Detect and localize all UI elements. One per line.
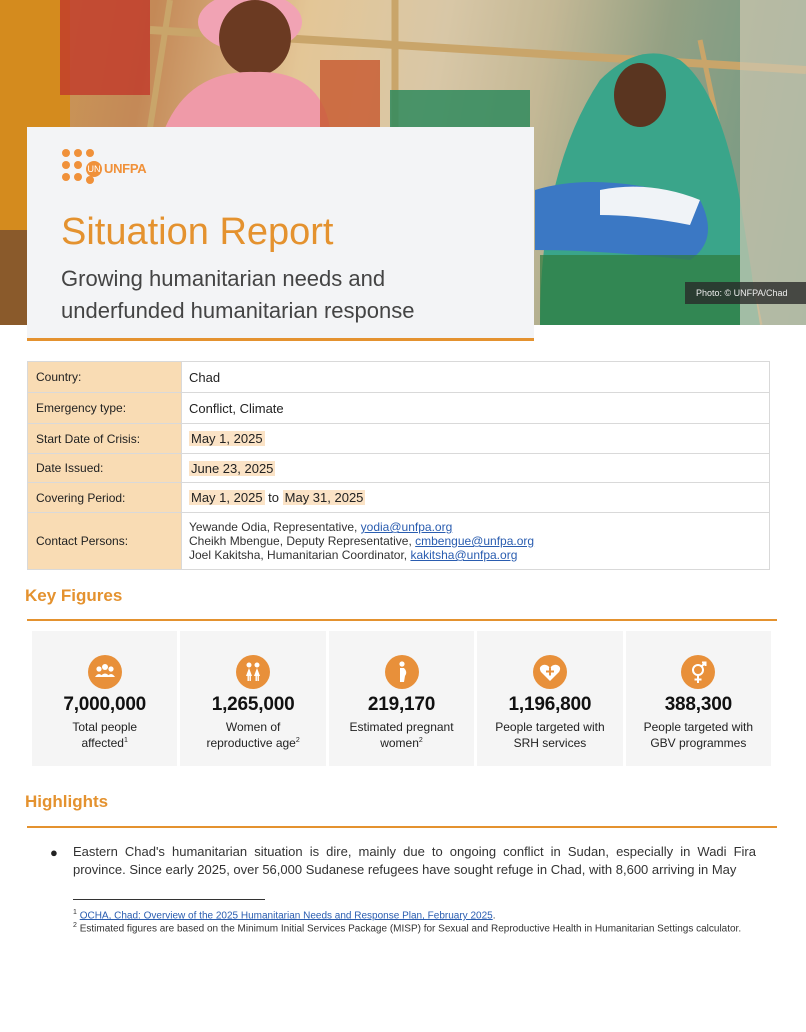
heart-plus-icon xyxy=(533,655,567,689)
date-issued-value: June 23, 2025 xyxy=(191,460,274,476)
footnote-1-link[interactable]: OCHA, Chad: Overview of the 2025 Humanitarian Needs and Response Plan, February 2025 xyxy=(79,910,493,922)
key-figure-value: 388,300 xyxy=(664,694,732,715)
photo-credit: Photo: © UNFPA/Chad xyxy=(685,282,806,304)
country-label: Country: xyxy=(28,362,182,393)
contact-persons-label: Contact Persons: xyxy=(28,513,182,570)
contact-line xyxy=(189,520,769,534)
page-subtitle: Growing humanitarian needs and underfunded humanitarian response xyxy=(61,266,415,323)
key-figure-card xyxy=(626,631,771,766)
footnote-divider xyxy=(73,899,265,900)
table-row xyxy=(28,424,770,454)
covering-to-word: to xyxy=(268,490,280,505)
contact-email-link[interactable]: cmbengue@unfpa.org xyxy=(415,534,535,548)
contact-email-link[interactable]: kakitsha@unfpa.org xyxy=(410,548,518,562)
logo-wordmark: UNFPA xyxy=(104,161,147,176)
key-figure-caption: People targeted with GBV programmes xyxy=(643,720,754,750)
emergency-type-label: Emergency type: xyxy=(28,393,182,424)
key-figures-divider xyxy=(27,619,777,621)
covering-from-value: May 1, 2025 xyxy=(191,490,263,505)
contact-line xyxy=(189,548,769,562)
start-date-label: Start Date of Crisis: xyxy=(28,424,182,454)
start-date-value: May 1, 2025 xyxy=(191,431,263,446)
people-group-icon xyxy=(88,655,122,689)
highlights-heading: Highlights xyxy=(25,792,109,811)
table-row xyxy=(28,513,770,570)
key-figure-value: 1,196,800 xyxy=(508,694,592,715)
page-title: Situation Report xyxy=(61,211,334,253)
key-figure-value: 1,265,000 xyxy=(211,694,295,715)
footnote-mark: 1 xyxy=(73,909,77,916)
crisis-info-table xyxy=(27,361,770,570)
contact-name: Yewande Odia, Representative, xyxy=(189,520,361,534)
unfpa-logo xyxy=(62,149,147,189)
key-figures-panel xyxy=(32,631,771,766)
gender-symbol-icon xyxy=(681,655,715,689)
title-card xyxy=(27,127,534,341)
table-row xyxy=(28,393,770,424)
footnote-mark: 2 xyxy=(73,922,77,929)
table-row xyxy=(28,362,770,393)
footnote-1: $^1$ OCHA, Chad: Overview of the 2025 Humanitarian Needs and Response Plan, February 2025. xyxy=(73,909,496,922)
key-figure-card xyxy=(477,631,622,766)
women-pair-icon xyxy=(236,655,270,689)
date-issued-label: Date Issued: xyxy=(28,454,182,483)
highlight-bullet-text: Eastern Chad's humanitarian situation is dire, mainly due to ongoing conflict in Sudan, especially in Wadi Fira province. Since early 2025, over 56,000 Sudanese refugees have sought refuge in Chad, with 8,600 arriving in May xyxy=(73,844,756,877)
pregnant-woman-icon xyxy=(385,655,419,689)
contact-name: Joel Kakitsha, Humanitarian Coordinator, xyxy=(189,548,411,562)
key-figure-card xyxy=(329,631,474,766)
key-figure-value: 219,170 xyxy=(367,694,436,715)
key-figure-card xyxy=(32,631,177,766)
contact-line xyxy=(189,534,769,548)
key-figure-card xyxy=(180,631,325,766)
table-row xyxy=(28,483,770,513)
country-value: Chad xyxy=(182,362,770,393)
highlights-divider xyxy=(27,826,777,828)
emergency-type-value: Conflict, Climate xyxy=(182,393,770,424)
key-figures-heading: Key Figures xyxy=(25,586,123,605)
un-emblem-icon: UN xyxy=(86,161,102,177)
footnote-2 xyxy=(73,920,753,935)
key-figure-caption: People targeted with SRH services xyxy=(495,720,605,750)
key-figure-caption: Women of reproductive age$^2$ xyxy=(206,720,300,750)
covering-period-label: Covering Period: xyxy=(28,483,182,513)
covering-to-value: May 31, 2025 xyxy=(284,490,364,505)
key-figure-value: 7,000,000 xyxy=(63,694,147,715)
key-figure-caption: Estimated pregnant women$^2$ xyxy=(349,720,454,750)
contact-email-link[interactable]: yodia@unfpa.org xyxy=(360,520,453,534)
key-figure-caption: Total people affected$^1$ xyxy=(72,720,138,750)
bullet-icon: ● xyxy=(50,845,58,860)
footnote-2-text: Estimated figures are based on the Minimum Initial Services Package (MISP) for Sexual and Reproductive Health in Humanitarian Settings calculator. xyxy=(79,923,742,935)
contact-name: Cheikh Mbengue, Deputy Representative, xyxy=(189,534,416,548)
table-row xyxy=(28,454,770,483)
